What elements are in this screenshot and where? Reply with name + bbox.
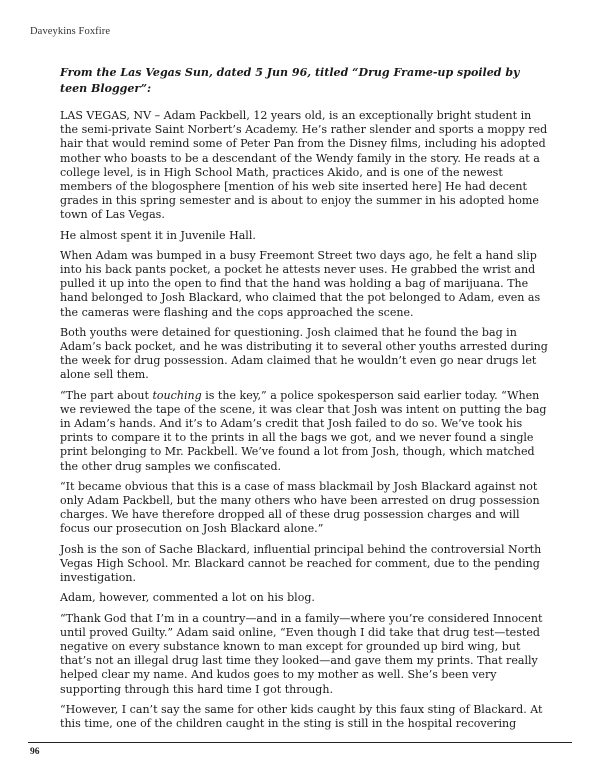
paragraph: “It became obvious that this is a case of mass blackmail by Josh Blackard against not only Adam Packbell, but the many others who have been arrested on drug possession charges. We have therefore dropped all of these drug possession charges and will focus our prosecution on Josh Blackard alone.” — [60, 479, 540, 536]
paragraph: “However, I can’t say the same for other kids caught by this faux sting of Blackard. At this time, one of the children caught in the sting is still in the hospital recovering — [60, 702, 543, 730]
paragraph: LAS VEGAS, NV – Adam Packbell, 12 years old, is an exceptionally bright student in the semi-private Saint Norbert’s Academy. He’s rather slender and sports a moppy red hair that would remind some of Peter Pan from the Disney films, including his adopted mother who boasts to be a descendant of the Wendy family in the story. He reads at a college level, is in High School Math, practices Akido, and is one of the newest members of the blogosphere [mention of his web site inserted here] He had decent grades in this spring semester and is about to enjoy the summer in his adopted home town of Las Vegas. — [60, 109, 548, 222]
emphasized-word: touching — [152, 388, 202, 402]
paragraph: Both youths were detained for questioning. Josh claimed that he found the bag in Adam’s back pocket, and he was distributing it to several other youths arrested during the week for drug possession. Adam claimed that he wouldn’t even go near drugs let alone sell them. — [60, 325, 548, 382]
quote-lead: “The part about — [60, 388, 153, 402]
source-line: From the Las Vegas Sun, dated 5 Jun 96, titled “Drug Frame-up spoiled by teen Blogger”: — [60, 66, 520, 95]
paragraph: “Thank God that I’m in a country—and in a family—where you’re considered Innocent until proved Guilty.” Adam said online, “Even though I did take that drug test—tested negative on every substance known to man except for grounded up bird wing, but that’s not an illegal drug last time they looked—and gave them my prints. That really helped clear my name. And kudos goes to my mother as well. She’s been very supporting through this hard time I got through. — [60, 611, 543, 696]
footer-rule — [28, 742, 572, 743]
running-header: Daveykins Foxfire — [30, 26, 111, 37]
paragraph: Adam, however, commented a lot on his blog. — [60, 591, 315, 605]
paragraph: He almost spent it in Juvenile Hall. — [60, 228, 256, 242]
page-number: 96 — [30, 747, 40, 757]
quote-paragraph — [60, 389, 550, 474]
paragraph: Josh is the son of Sache Blackard, influential principal behind the controversial North Vegas High School. Mr. Blackard cannot be reached for comment, due to the pending investigation. — [60, 542, 542, 585]
quote-rest: is the key,” a police spokesperson said earlier today. “When we reviewed the tape of the scene, it was clear that Josh was intent on putting the bag in Adam’s hands. And it’s to Adam’s credit that Josh failed to do so. We’ve took his prints to compare it to the prints in all the bags we got, and we never found a single print belonging to Mr. Packbell. We’ve found a lot from Josh, though, which matched the other drug samples we confiscated. — [60, 388, 547, 473]
article-body — [60, 65, 550, 737]
paragraph: When Adam was bumped in a busy Freemont Street two days ago, he felt a hand slip into his back pants pocket, a pocket he attests never uses. He grabbed the wrist and pulled it up into the open to find that the hand was holding a bag of marijuana. The hand belonged to Josh Blackard, who claimed that the pot belonged to Adam, even as the cameras were flashing and the cops approached the scene. — [60, 248, 541, 319]
